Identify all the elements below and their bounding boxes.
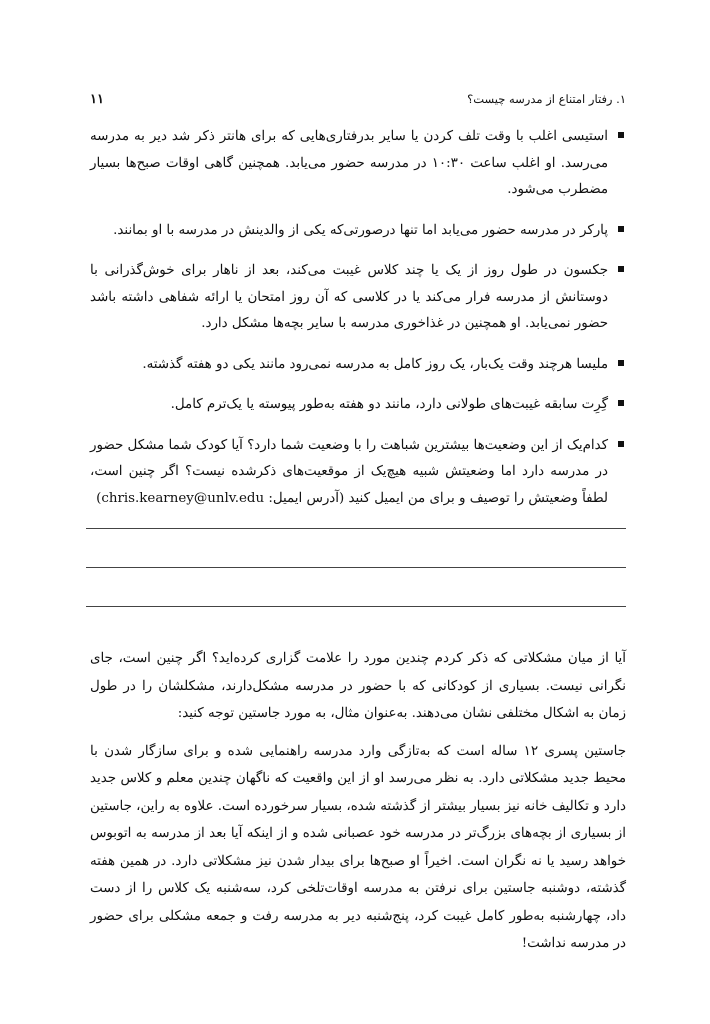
list-item [90, 258, 626, 338]
list-item-text: ملیسا هرچند وقت یک‌بار، یک روز کامل به مدرسه نمی‌رود مانند یکی دو هفته گذشته. [142, 356, 608, 372]
book-page [90, 88, 626, 968]
list-item-text: جکسون در طول روز از یک یا چند کلاس غیبت می‌کند، بعد از ناهار برای خوش‌گذرانی با دوستانش از مدرسه فرار می‌کند یا در کلاسی که آن روز امتحان یا ارائه شفاهی داشته باشد حضور نمی‌یابد. او همچنین در غذاخوری مدرسه با سایر بچه‌ها مشکل دارد. [90, 263, 608, 331]
writing-line[interactable] [86, 528, 626, 529]
bullet-square-icon [618, 132, 624, 138]
bullet-square-icon [618, 226, 624, 232]
page-number: ۱۱ [90, 91, 104, 107]
bullet-square-icon [618, 441, 624, 447]
body-paragraph: جاستین پسری ۱۲ ساله است که به‌تازگی وارد مدرسه راهنمایی شده و برای سازگار شدن با محیط جدید مشکلاتی دارد. به نظر می‌رسد او از این واقعیت که ناگهان چندین معلم و کلاس جدید دارد و تکالیف خانه نیز بسیار بیشتر از گذشته شده، بسیار سرخورده است. علاوه به راین، جاستین از بسیاری از بچه‌های بزرگ‌تر در مدرسه خود عصبانی شده و از اینکه آیا بعد از مدرسه به اتوبوس خواهد رسید یا نه نگران است. اخیراً او صبح‌ها برای بیدار شدن نیز مشکلاتی دارد. در همین هفته گذشته، دوشنبه جاستین برای نرفتن به مدرسه اوقات‌تلخی کرد، سه‌شنبه یک کلاس را از دست داد، چهارشنبه به‌طور کامل غیبت کرد، پنج‌شنبه دیر به مدرسه رفت و جمعه مشکلی برای حضور در مدرسه نداشت! [90, 743, 626, 951]
bullet-square-icon [618, 360, 624, 366]
bullet-square-icon [618, 266, 624, 272]
list-item-text: استیسی اغلب با وقت تلف کردن یا سایر بدرفتاری‌هایی که برای هانتر ذکر شد دیر به مدرسه می‌رسد. او اغلب ساعت ۱۰:۳۰ در مدرسه حضور می‌یابد. همچنین گاهی اوقات صبح‌ها بسیار مضطرب می‌شود. [90, 129, 608, 197]
list-item [90, 392, 626, 419]
list-item-text: پارکر در مدرسه حضور می‌یابد اما تنها درصورتی‌که یکی از والدینش در مدرسه با او بمانند. [113, 222, 608, 238]
running-title: ۱. رفتار امتناع از مدرسه چیست؟ [467, 92, 626, 106]
bullet-square-icon [618, 400, 624, 406]
list-item-text: کدام‌یک از این وضعیت‌ها بیشترین شباهت را با وضعیت شما دارد؟ آیا کودک شما مشکل حضور در مدرسه دارد اما وضعیتش شبیه هیچ‌یک از موقعیت‌های ذکرشده نیست؟ اگر چنین است، لطفاً وضعیتش را توصیف و برای من ایمیل کنید (آدرس ایمیل: chris.kearney@unlv.edu) [90, 437, 608, 506]
writing-line[interactable] [86, 567, 626, 568]
list-item [90, 218, 626, 245]
list-item-text: گِرِت سابقه غیبت‌های طولانی دارد، مانند دو هفته به‌طور پیوسته یا یک‌ترم کامل. [170, 397, 608, 412]
body-paragraph: آیا از میان مشکلاتی که ذکر کردم چندین مورد را علامت گزاری کرده‌اید؟ اگر چنین است، جای نگرانی نیست. بسیاری از کودکانی که با حضور در مدرسه مشکل‌دارند، مشکلشان را در طول زمان به اشکال مختلفی نشان می‌دهند. به‌عنوان مثال، به مورد جاستین توجه کنید: [90, 651, 626, 721]
writing-line[interactable] [86, 606, 626, 607]
list-item [90, 433, 626, 513]
running-header [90, 88, 626, 110]
scenario-list [90, 124, 626, 512]
list-item [90, 124, 626, 204]
list-item [90, 352, 626, 379]
writing-lines [90, 528, 626, 607]
